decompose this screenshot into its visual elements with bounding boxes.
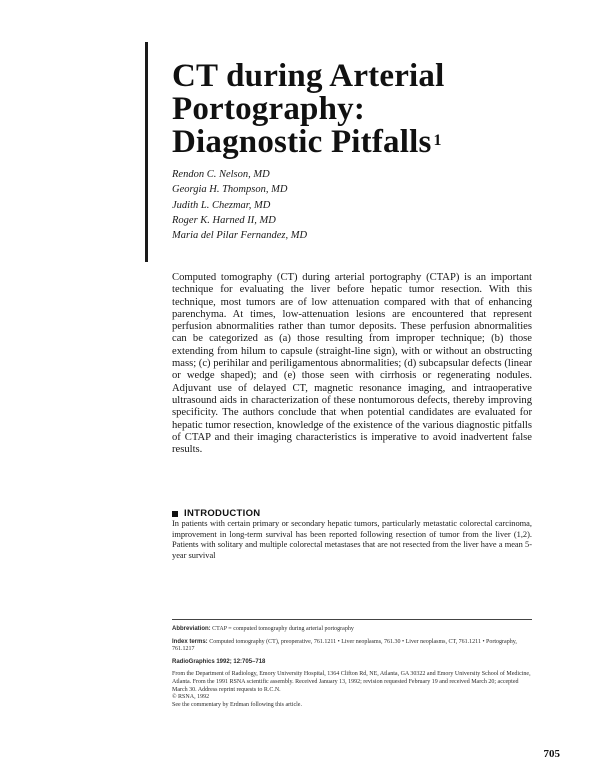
title-line-3-text: Diagnostic Pitfalls	[172, 124, 432, 160]
square-bullet-icon	[172, 511, 178, 517]
author-name: Maria del Pilar Fernandez, MD	[172, 230, 308, 242]
title-line-2: Portography:	[172, 91, 366, 127]
author-name: Georgia H. Thompson, MD	[172, 184, 288, 196]
commentary-note: See the commentary by Erdman following this article.	[172, 701, 302, 708]
abbreviation-label: Abbreviation:	[172, 626, 211, 632]
introduction-text: In patients with certain primary or secondary hepatic tumors, particularly metastatic colorectal carcinoma, improvement in long-term survival has been reported following resection of tumor from the liver (1,2). Patients with solitary and multiple colorectal metastases that are not resected from the liver have a mean 5-year survival	[172, 519, 532, 560]
abbreviation-note	[172, 626, 532, 634]
abbreviation-text: CTAP = computed tomography during arterial portography	[212, 626, 354, 632]
vertical-rule	[145, 42, 148, 262]
footnotes	[172, 619, 532, 709]
article-title	[172, 60, 532, 159]
title-line-3	[172, 126, 532, 159]
author-name: Rendon C. Nelson, MD	[172, 169, 270, 180]
title-footnote-mark: 1	[433, 132, 442, 149]
index-terms-label: Index terms:	[172, 638, 208, 645]
author-name: Judith L. Chezmar, MD	[172, 199, 271, 211]
copyright-note: © RSNA, 1992	[172, 694, 210, 701]
title-line-1: CT during Arterial	[172, 58, 445, 94]
index-terms-text: Computed tomography (CT), preoperative, 761.1211 • Liver neoplasms, 761.30 • Liver neoplasms, CT, 761.1211 • Portography, 761.1217	[172, 638, 517, 653]
author-list	[172, 167, 532, 243]
page-number: 705	[543, 748, 560, 760]
author-name: Roger K. Harned II, MD	[172, 214, 276, 226]
introduction-body	[172, 519, 532, 561]
affiliation-note: From the Department of Radiology, Emory University Hospital, 1364 Clifton Rd, NE, Atlanta, GA 30322 and Emory University School of Medicine, Atlanta. From the 1991 RSNA scientific assembly. Received January 13, 1992; revision requested February 19 and received March 20; accepted March 30. Address reprint requests to R.C.N.	[172, 671, 531, 693]
introduction-heading-text: INTRODUCTION	[184, 508, 261, 519]
introduction-heading	[172, 508, 260, 519]
journal-reference: RadioGraphics 1992; 12:705–718	[172, 658, 266, 665]
index-terms-note	[172, 639, 532, 654]
abstract	[172, 272, 532, 456]
abstract-text: Computed tomography (CT) during arterial portography (CTAP) is an important technique for evaluating the liver before hepatic tumor resection. With this technique, most tumors are of low attenuation compared with that of enhancing parenchyma. At times, low-attenuation lesions are encountered that represent perfusion abnormalities rather than tumor deposits. These perfusion abnormalities can be categorized as (a) those resulting from improper technique; (b) those extending from hilum to capsule (straight-line sign), with or without an obstructing mass; (c) perihilar and periligamentous abnormalities; (d) subcapsular defects (linear or wedge shaped); and (e) those seen with cirrhosis or regenerating nodules. Adjuvant use of delayed CT, magnetic resonance imaging, and intraoperative ultrasound aids in characterization of these nontumorous defects, thereby improving specificity. The authors conclude that when potential candidates are evaluated for hepatic tumor resection, knowledge of the existence of the various diagnostic pitfalls of CTAP and their imaging characteristics is imperative to avoid inadvertent false results.	[172, 272, 532, 456]
